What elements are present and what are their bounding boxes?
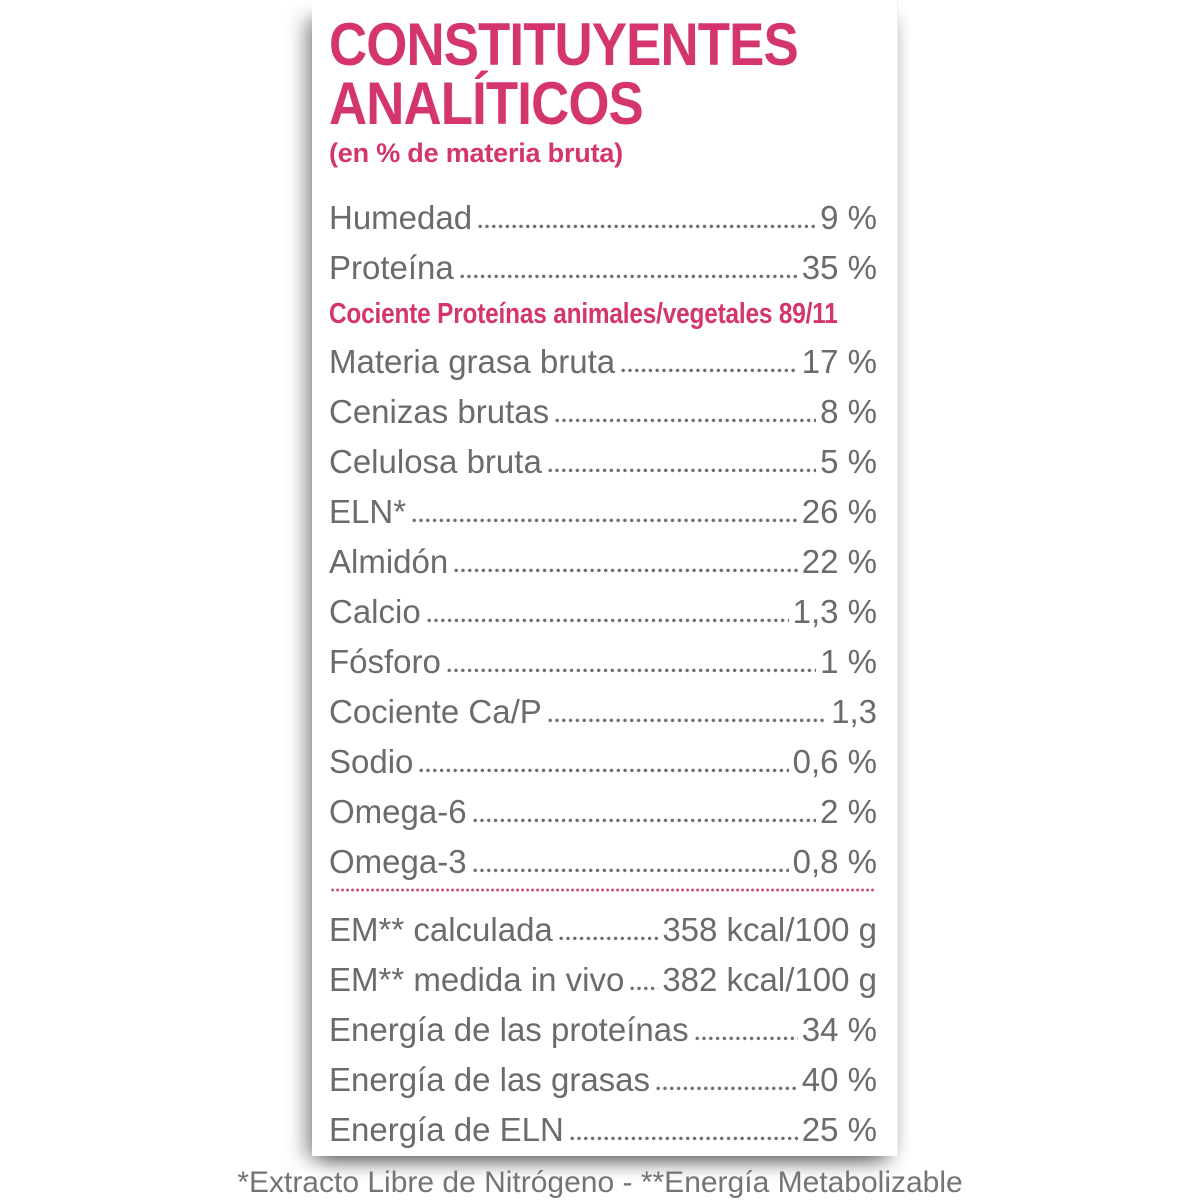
row-value: 8 %	[820, 392, 877, 430]
table-row-omega6	[329, 781, 877, 831]
table-row-energia-grasas	[329, 1049, 877, 1099]
row-value: 0,8 %	[792, 842, 877, 880]
dotted-leader	[447, 668, 816, 673]
page-title	[329, 11, 877, 137]
dotted-leader	[473, 868, 789, 873]
row-value: 22 %	[801, 542, 877, 580]
row-label: Cociente Proteínas animales/vegetales 89/11	[329, 297, 838, 330]
footnote: *Extracto Libre de Nitrógeno - **Energía Metabolizable	[237, 1166, 963, 1199]
row-label: ELN*	[329, 492, 407, 530]
row-value: 382 kcal/100 g	[662, 960, 877, 998]
row-label: Celulosa bruta	[329, 442, 542, 480]
dotted-leader	[460, 274, 798, 279]
row-value: 1,3 %	[792, 592, 877, 630]
analytical-constituents-panel	[312, 0, 898, 1156]
table-row-calcio	[329, 581, 877, 631]
dotted-leader	[548, 718, 827, 723]
dotted-leader	[412, 518, 798, 523]
constituents-table	[329, 187, 877, 1149]
dotted-leader	[695, 1036, 798, 1041]
table-row-humedad	[329, 187, 877, 237]
row-value: 358 kcal/100 g	[662, 910, 877, 948]
dotted-leader	[473, 818, 817, 823]
row-label: EM** calculada	[329, 910, 553, 948]
row-label: Cociente Ca/P	[329, 692, 542, 730]
table-row-em-calculada	[329, 899, 877, 949]
row-value: 2 %	[820, 792, 877, 830]
row-value: 1,3	[831, 692, 877, 730]
row-label: EM** medida in vivo	[329, 960, 625, 998]
dotted-leader	[570, 1136, 798, 1141]
dotted-leader	[419, 768, 788, 773]
panel-header	[329, 11, 877, 169]
table-row-energia-eln	[329, 1099, 877, 1149]
dotted-leader	[454, 568, 798, 573]
row-value: 17 %	[801, 342, 877, 380]
row-value: 9 %	[820, 198, 877, 236]
row-label: Almidón	[329, 542, 449, 580]
table-row-celulosa	[329, 431, 877, 481]
row-value: 26 %	[801, 492, 877, 530]
dotted-leader	[630, 986, 658, 991]
row-value: 35 %	[801, 248, 877, 286]
table-row-sodio	[329, 731, 877, 781]
page-title-line1: CONSTITUYENTES	[329, 11, 798, 78]
dotted-leader	[621, 368, 798, 373]
row-value: 5 %	[820, 442, 877, 480]
row-value: 25 %	[801, 1110, 877, 1148]
row-label: Proteína	[329, 248, 454, 286]
row-value: 0,6 %	[792, 742, 877, 780]
table-row-eln	[329, 481, 877, 531]
row-label: Energía de las grasas	[329, 1060, 651, 1098]
row-label: Fósforo	[329, 642, 441, 680]
table-row-energia-proteinas	[329, 999, 877, 1049]
page-title-line2: ANALÍTICOS	[329, 69, 643, 137]
row-value: 40 %	[801, 1060, 877, 1098]
table-row-almidon	[329, 531, 877, 581]
table-row-cenizas	[329, 381, 877, 431]
row-label: Energía de las proteínas	[329, 1010, 689, 1048]
row-value: 1 %	[820, 642, 877, 680]
table-row-cociente-cap	[329, 681, 877, 731]
table-row-omega3	[329, 831, 877, 881]
dotted-leader	[478, 224, 816, 229]
row-label: Omega-3	[329, 842, 467, 880]
section-divider	[331, 881, 875, 899]
row-label: Energía de ELN	[329, 1110, 564, 1148]
dotted-leader	[656, 1086, 798, 1091]
row-label: Cenizas brutas	[329, 392, 550, 430]
table-row-em-medida	[329, 949, 877, 999]
row-label: Humedad	[329, 198, 473, 236]
row-label: Sodio	[329, 742, 414, 780]
table-row-proteina	[329, 237, 877, 287]
row-value: 34 %	[801, 1010, 877, 1048]
table-row-protein-ratio-note	[329, 287, 877, 331]
row-label: Omega-6	[329, 792, 467, 830]
dotted-leader	[555, 418, 816, 423]
table-row-materia-grasa	[329, 331, 877, 381]
page-subtitle: (en % de materia bruta)	[329, 137, 623, 168]
row-label: Materia grasa bruta	[329, 342, 616, 380]
table-row-fosforo	[329, 631, 877, 681]
dotted-leader	[548, 468, 816, 473]
dotted-leader	[427, 618, 789, 623]
row-label: Calcio	[329, 592, 421, 630]
dotted-leader	[559, 936, 659, 941]
